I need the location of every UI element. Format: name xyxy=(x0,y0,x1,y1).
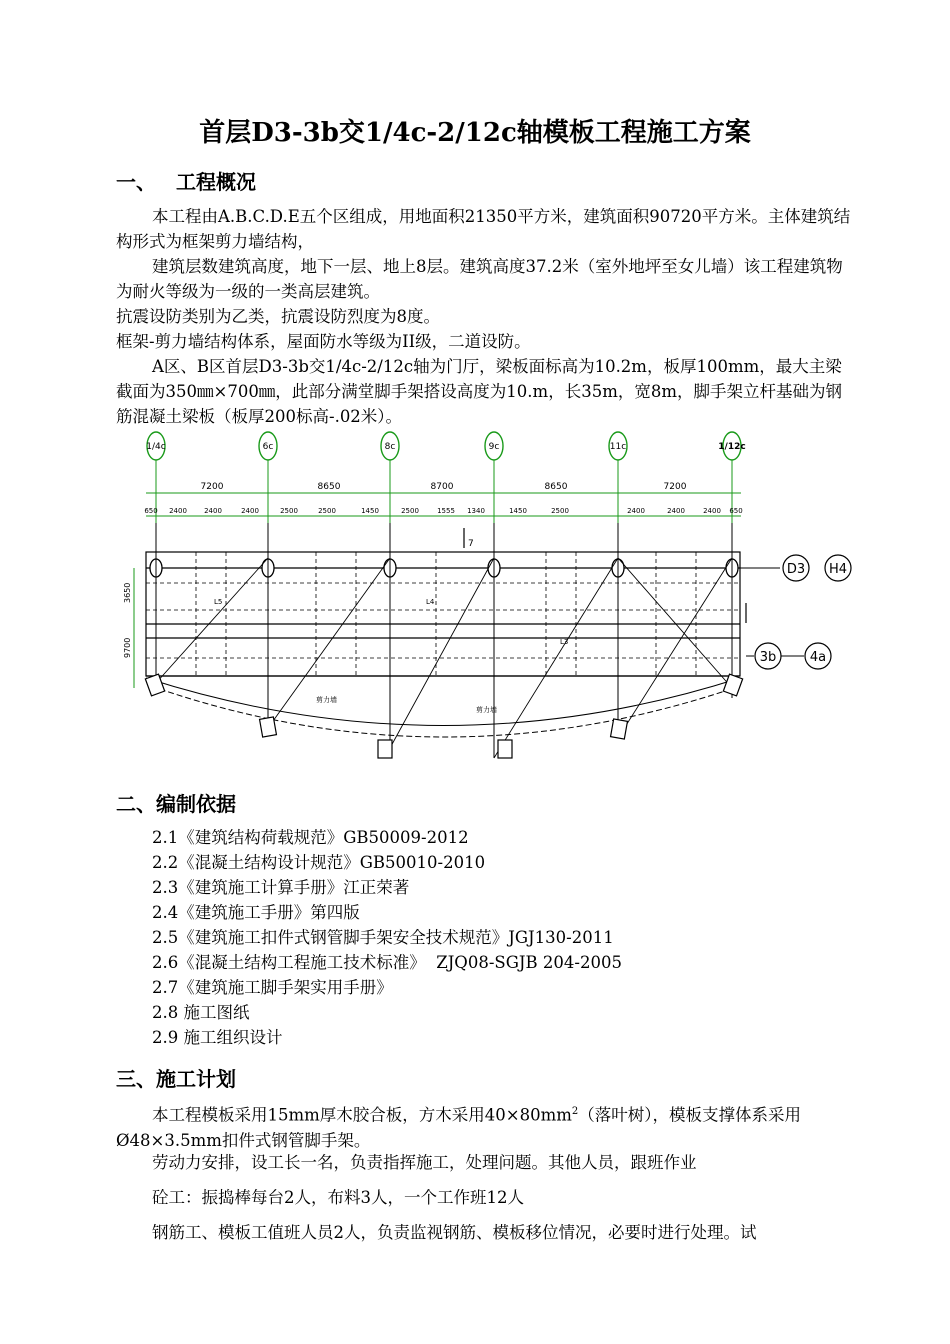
dimension-label: 8650 xyxy=(317,482,341,492)
reference-item: 2.4《建筑施工手册》第四版 xyxy=(152,903,360,922)
reference-item: 2.8 施工图纸 xyxy=(152,1003,250,1022)
dimension-label: 1450 xyxy=(509,507,527,515)
paragraph: 砼工：振捣棒每台2人，布料3人，一个工作班12人 xyxy=(152,1188,524,1207)
axis-label: 11c xyxy=(609,442,627,452)
dimension-label: 8700 xyxy=(430,482,454,492)
dimension-label: 1450 xyxy=(361,507,379,515)
svg-text:剪力墙: 剪力墙 xyxy=(316,696,337,704)
dimension-label: 2500 xyxy=(401,507,419,515)
svg-text:L5: L5 xyxy=(214,598,223,606)
dimension-label: 2500 xyxy=(551,507,569,515)
dimension-label: 2500 xyxy=(318,507,336,515)
paragraph: 钢筋工、模板工值班人员2人，负责监视钢筋、模板移位情况，必要时进行处理。试 xyxy=(152,1223,757,1242)
paragraph: 劳动力安排，设工长一名，负责指挥施工，处理问题。其他人员，跟班作业 xyxy=(152,1153,697,1172)
axis-label: 9c xyxy=(488,442,500,452)
paragraph: 建筑层数建筑高度，地下一层、地上8层。建筑高度37.2米（室外地坪至女儿墙）该工程建筑物为耐火等级为一级的一类高层建筑。 xyxy=(116,257,843,301)
reference-item: 2.5《建筑施工扣件式钢管脚手架安全技术规范》JGJ130-2011 xyxy=(152,928,614,947)
dimension-label: 9700 xyxy=(123,637,132,658)
dimension-label: 8650 xyxy=(544,482,568,492)
dimension-label: 650 xyxy=(729,507,743,515)
dimension-label: 2400 xyxy=(241,507,259,515)
svg-text:剪力墙: 剪力墙 xyxy=(476,706,497,714)
dimension-label: 1340 xyxy=(467,507,485,515)
section-heading-1 xyxy=(116,166,256,195)
paragraph: A区、B区首层D3-3b交1/4c-2/12c轴为门厅，梁板面标高为10.2m，板厚100mm，最大主梁截面为350㎜×700㎜，此部分满堂脚手架搭设高度为10.m，长35m，宽8m，脚手架立杆基础为钢筋混凝土梁板（板厚200标高-.02米）。 xyxy=(116,357,842,426)
dimension-label: 2400 xyxy=(169,507,187,515)
reference-item: 2.3《建筑施工计算手册》江正荣著 xyxy=(152,878,410,897)
section-heading-2: 二、编制依据 xyxy=(116,792,236,816)
section-heading-3: 三、施工计划 xyxy=(116,1067,236,1091)
dimension-label: 2400 xyxy=(667,507,685,515)
paragraph-text: （落叶树），模板支撑体系采用Ø48×3.5mm扣件式钢管脚手架。 xyxy=(116,1105,802,1150)
reference-item: 2.1《建筑结构荷载规范》GB50009-2012 xyxy=(152,828,469,847)
dimension-label: 2400 xyxy=(627,507,645,515)
axis-label: 1/4c xyxy=(146,442,166,452)
reference-item: 2.6《混凝土结构工程施工技术标准》 ZJQ08-SGJB 204-2005 xyxy=(152,953,622,972)
grid-label: 3b xyxy=(759,650,777,665)
axis-label: 1/12c xyxy=(718,442,746,452)
section-heading-number: 一、 xyxy=(116,170,156,194)
dimension-label: 3650 xyxy=(123,582,132,603)
dimension-label: 7200 xyxy=(663,482,687,492)
grid-label: 4a xyxy=(809,650,827,665)
page-title: 首层D3-3b交1/4c-2/12c轴模板工程施工方案 xyxy=(199,118,751,148)
dimension-label: 1555 xyxy=(437,507,455,515)
paragraph: 抗震设防类别为乙类，抗震设防烈度为8度。 xyxy=(116,307,440,326)
reference-item: 2.2《混凝土结构设计规范》GB50010-2010 xyxy=(152,853,486,872)
axis-label: 8c xyxy=(384,442,396,452)
section-mark: 7 xyxy=(468,539,474,549)
structural-plan-drawing xyxy=(116,428,858,780)
dimension-label: 2400 xyxy=(703,507,721,515)
axis-label: 6c xyxy=(262,442,274,452)
dimension-label: 7200 xyxy=(200,482,224,492)
dimension-label: 650 xyxy=(144,507,158,515)
paragraph xyxy=(116,1099,858,1153)
dimension-label: 2500 xyxy=(280,507,298,515)
grid-label: H4 xyxy=(828,562,848,577)
reference-item: 2.9 施工组织设计 xyxy=(152,1028,283,1047)
svg-text:L4: L4 xyxy=(426,598,435,606)
dimension-label: 2400 xyxy=(204,507,222,515)
reference-item: 2.7《建筑施工脚手架实用手册》 xyxy=(152,978,393,997)
superscript: 2 xyxy=(571,1106,579,1117)
section-heading-text: 工程概况 xyxy=(176,170,256,194)
paragraph: 本工程由A.B.C.D.E五个区组成，用地面积21350平方米，建筑面积90720平方米。主体建筑结构形式为框架剪力墙结构， xyxy=(116,207,851,251)
paragraph-text: 本工程模板采用15mm厚木胶合板，方木采用40×80mm xyxy=(152,1105,572,1125)
grid-label: D3 xyxy=(786,562,806,577)
svg-text:L3: L3 xyxy=(560,638,569,646)
paragraph: 框架-剪力墙结构体系，屋面防水等级为II级，二道设防。 xyxy=(116,332,531,351)
